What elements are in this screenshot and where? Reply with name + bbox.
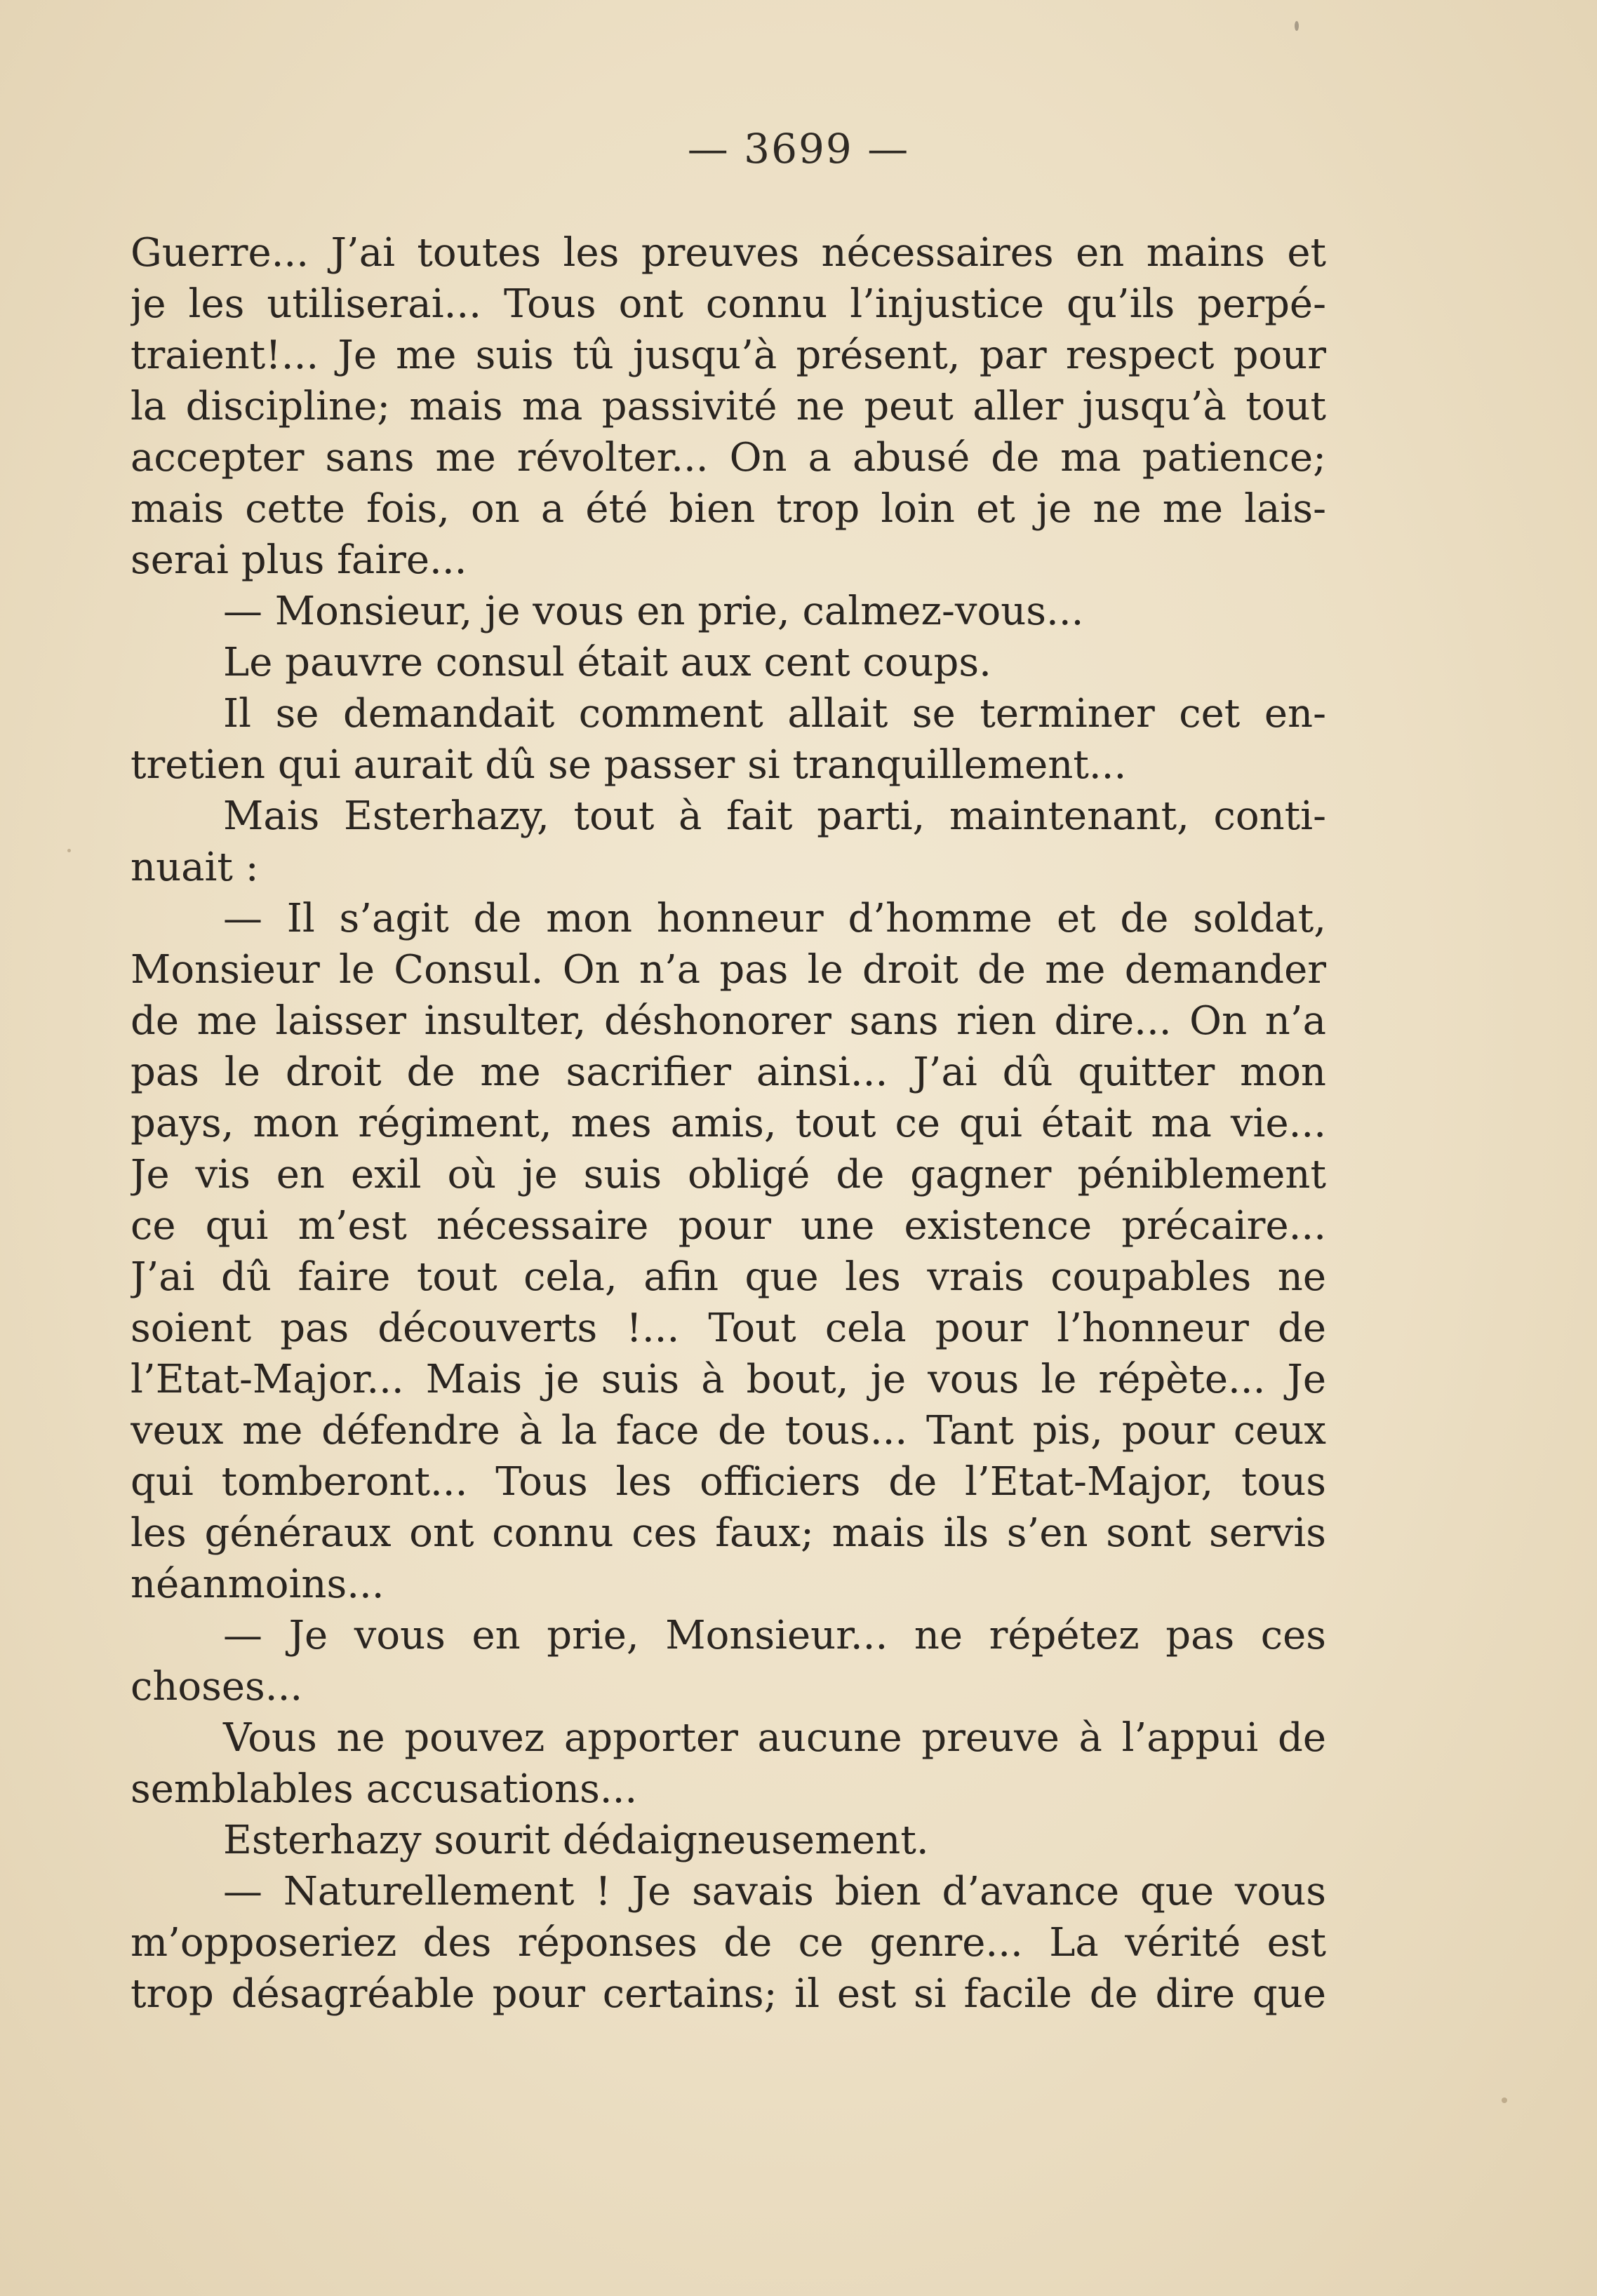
text-line: — Monsieur, je vous en prie, calmez-vous... — [223, 589, 1084, 634]
text-line: — Il s’agit de mon honneur d’homme et de soldat, — [223, 896, 1326, 941]
text-line: Esterhazy sourit dédaigneusement. — [223, 1818, 929, 1863]
text-line: J’ai dû faire tout cela, afin que les vrais coupables ne — [131, 1254, 1326, 1300]
text-line: traient!... Je me suis tû jusqu’à présent, par respect pour — [131, 333, 1326, 378]
text-line: Vous ne pouvez apporter aucune preuve à l’appui de — [223, 1715, 1326, 1761]
text-line: nuait : — [131, 845, 259, 890]
text-line: tretien qui aurait dû se passer si tranquillement... — [131, 742, 1127, 788]
text-line: Monsieur le Consul. On n’a pas le droit de me demander — [131, 947, 1326, 993]
text-line: serai plus faire... — [131, 537, 467, 583]
text-line: accepter sans me révolter... On a abusé de ma patience; — [131, 435, 1326, 481]
text-line: qui tomberont... Tous les officiers de l’Etat-Major, tous — [131, 1459, 1326, 1505]
text-line: Le pauvre consul était aux cent coups. — [223, 640, 991, 685]
text-line: Il se demandait comment allait se terminer cet en- — [223, 691, 1326, 737]
text-line: trop désagréable pour certains; il est si facile de dire que — [131, 1971, 1326, 2017]
text-line: ce qui m’est nécessaire pour une existence précaire... — [131, 1203, 1326, 1249]
text-line: je les utiliserai... Tous ont connu l’injustice qu’ils perpé- — [131, 281, 1326, 327]
paper-speck — [1295, 21, 1299, 31]
text-line: — Naturellement ! Je savais bien d’avance que vous — [223, 1869, 1326, 1914]
text-line: soient pas découverts !... Tout cela pour l’honneur de — [131, 1305, 1326, 1351]
text-line: pas le droit de me sacrifier ainsi... J’ai dû quitter mon — [131, 1049, 1326, 1095]
body-text — [131, 227, 1326, 2020]
text-line: Je vis en exil où je suis obligé de gagner péniblement — [131, 1152, 1326, 1197]
text-line: semblables accusations... — [131, 1766, 638, 1812]
text-line: mais cette fois, on a été bien trop loin et je ne me lais- — [131, 486, 1326, 532]
text-line: les généraux ont connu ces faux; mais ils s’en sont servis — [131, 1510, 1326, 1556]
text-line: Guerre... J’ai toutes les preuves nécessaires en mains et — [131, 230, 1326, 276]
text-line: la discipline; mais ma passivité ne peut aller jusqu’à tout — [131, 384, 1326, 429]
text-line: veux me défendre à la face de tous... Tant pis, pour ceux — [131, 1408, 1326, 1454]
text-line: — Je vous en prie, Monsieur... ne répétez pas ces — [223, 1613, 1326, 1658]
text-line: Mais Esterhazy, tout à fait parti, maintenant, conti- — [223, 793, 1326, 839]
text-line: néanmoins... — [131, 1562, 385, 1607]
text-line: l’Etat-Major... Mais je suis à bout, je vous le répète... Je — [131, 1357, 1326, 1402]
text-line: choses... — [131, 1664, 303, 1710]
text-line: pays, mon régiment, mes amis, tout ce qui était ma vie... — [131, 1101, 1326, 1146]
paper-speck — [67, 849, 71, 852]
paper-speck — [1502, 2097, 1507, 2103]
page-number: — 3699 — — [687, 125, 910, 173]
text-line: de me laisser insulter, déshonorer sans rien dire... On n’a — [131, 998, 1326, 1044]
text-line: m’opposeriez des réponses de ce genre... La vérité est — [131, 1920, 1326, 1966]
